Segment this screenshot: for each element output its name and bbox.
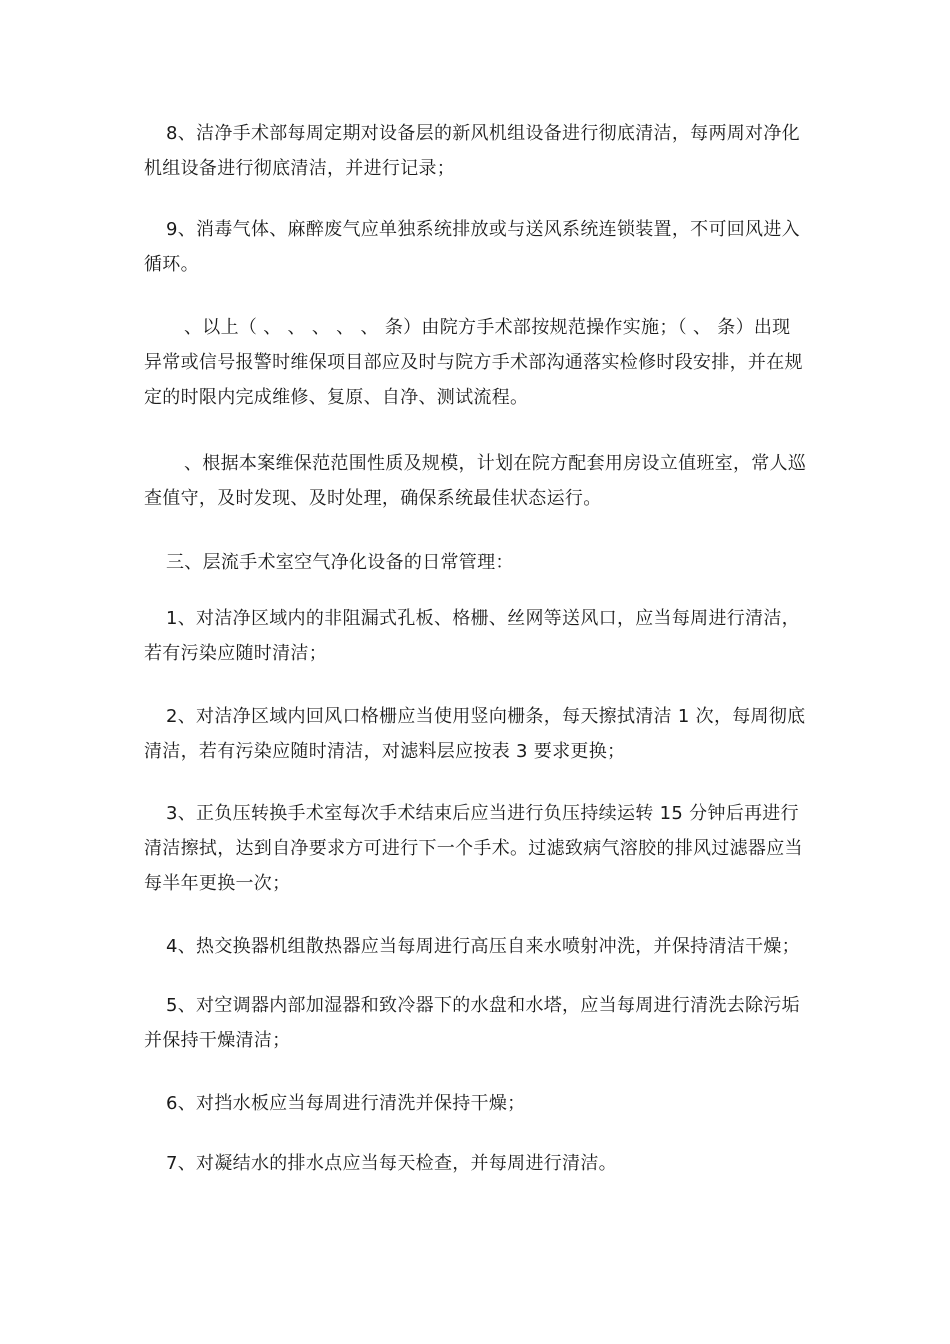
paragraph-item-5: 5、对空调器内部加湿器和致冷器下的水盘和水塔，应当每周进行清洗去除污垢并保持干燥清洁； [144, 995, 800, 1051]
paragraph-duty-room-plan: 、根据本案维保范范围性质及规模，计划在院方配套用房设立值班室，常人巡查值守，及时发现、及时处理，确保系统最佳状态运行。 [144, 453, 807, 509]
section-heading-daily-management: 三、层流手术室空气净化设备的日常管理： [166, 552, 514, 573]
paragraph-item-4: 4、热交换器机组散热器应当每周进行高压自来水喷射冲洗，并保持清洁干燥； [166, 936, 800, 957]
paragraph-item-7: 7、对凝结水的排水点应当每天检查，并每周进行清洁。 [166, 1153, 617, 1174]
paragraph-item-3: 3、正负压转换手术室每次手术结束后应当进行负压持续运转 15 分钟后再进行清洁擦拭，达到自净要求方可进行下一个手术。过滤致病气溶胶的排风过滤器应当每半年更换一次； [144, 803, 803, 894]
paragraph-item-6: 6、对挡水板应当每周进行清洗并保持干燥； [166, 1093, 526, 1114]
paragraph-maintenance-scope: 、以上（ 、 、 、 、 、 条）由院方手术部按规范操作实施；（ 、 条）出现异常或信号报警时维保项目部应及时与院方手术部沟通落实检修时段安排，并在规定的时限内完成维修、复原、自净、测试流程。 [144, 317, 803, 408]
paragraph-item-8: 8、洁净手术部每周定期对设备层的新风机组设备进行彻底清洁，每两周对净化机组设备进行彻底清洁，并进行记录； [144, 123, 800, 179]
paragraph-item-1: 1、对洁净区域内的非阻漏式孔板、格栅、丝网等送风口，应当每周进行清洁，若有污染应随时清洁； [144, 608, 800, 664]
paragraph-item-9: 9、消毒气体、麻醉废气应单独系统排放或与送风系统连锁装置，不可回风进入循环。 [144, 219, 800, 275]
paragraph-item-2: 2、对洁净区域内回风口格栅应当使用竖向栅条，每天擦拭清洁 1 次，每周彻底清洁，若有污染应随时清洁，对滤料层应按表 3 要求更换； [144, 706, 806, 762]
